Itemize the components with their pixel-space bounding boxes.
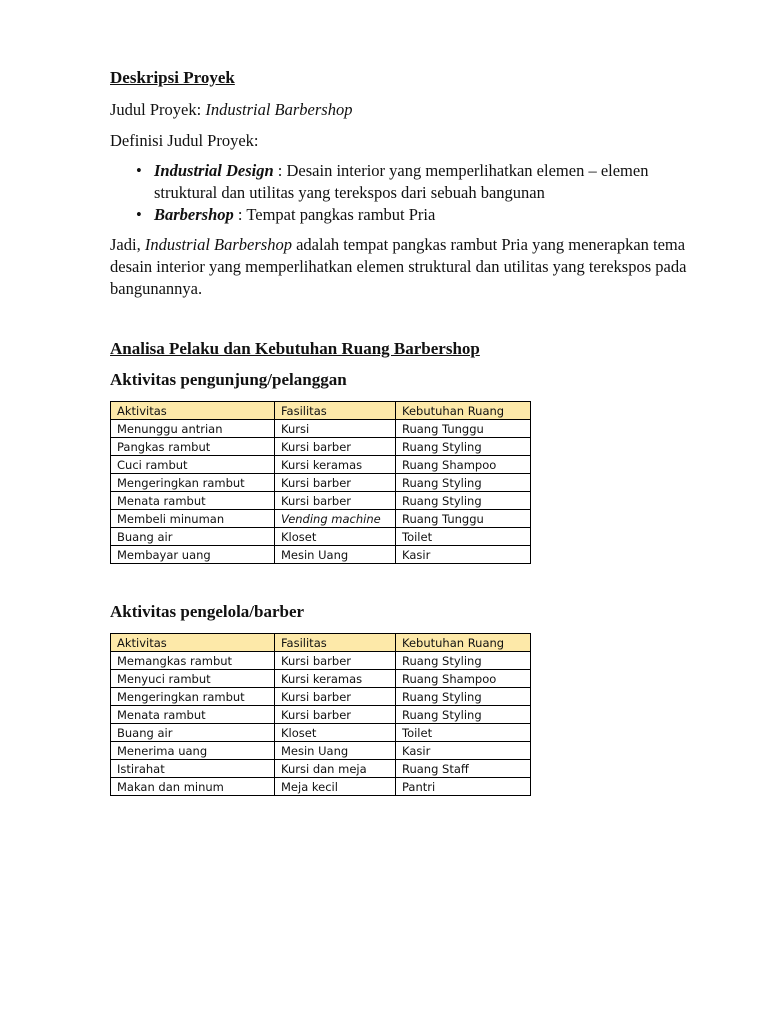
definition-term: Barbershop — [154, 205, 234, 224]
summary-text: adalah tempat pangkas rambut Pria yang menerapkan tema desain interior yang memperlihatkan elemen struktural dan utilitas yang terekspos pada bangunannya. — [110, 235, 687, 298]
definition-label: Definisi Judul Proyek: — [110, 131, 259, 150]
column-header: Fasilitas — [275, 634, 396, 652]
table-cell: Kursi barber — [275, 706, 396, 724]
table-cell: Menata rambut — [111, 492, 275, 510]
table-row — [111, 492, 531, 510]
table-cell: Kasir — [396, 546, 531, 564]
table-cell: Kloset — [275, 724, 396, 742]
table-cell: Meja kecil — [275, 778, 396, 796]
table-cell: Buang air — [111, 724, 275, 742]
definition-text-continued: struktural dan utilitas yang terekspos dari sebuah bangunan — [154, 183, 545, 202]
table-cell: Mesin Uang — [275, 546, 396, 564]
table-header-row — [111, 634, 531, 652]
table-cell: Kursi barber — [275, 438, 396, 456]
table-cell: Ruang Shampoo — [396, 670, 531, 688]
project-heading: Deskripsi Proyek — [110, 68, 235, 87]
table-row — [111, 546, 531, 564]
table-cell: Kasir — [396, 742, 531, 760]
summary-prefix: Jadi, — [110, 235, 145, 254]
table-cell: Kursi barber — [275, 652, 396, 670]
table-cell: Toilet — [396, 724, 531, 742]
table-cell: Kursi barber — [275, 688, 396, 706]
analysis-heading: Analisa Pelaku dan Kebutuhan Ruang Barbershop — [110, 339, 480, 358]
column-header: Kebutuhan Ruang — [396, 634, 531, 652]
barber-table-heading: Aktivitas pengelola/barber — [110, 602, 305, 621]
barber-activity-table — [110, 633, 531, 796]
table-row — [111, 760, 531, 778]
table-cell: Memangkas rambut — [111, 652, 275, 670]
table-row — [111, 706, 531, 724]
table-cell: Buang air — [111, 528, 275, 546]
definition-text: Desain interior yang memperlihatkan elemen – elemen — [286, 161, 649, 180]
table-cell: Ruang Shampoo — [396, 456, 531, 474]
table-cell: Istirahat — [111, 760, 275, 778]
table-cell: Ruang Styling — [396, 474, 531, 492]
table-cell: Kursi keramas — [275, 670, 396, 688]
table-cell: Membeli minuman — [111, 510, 275, 528]
table-cell: Ruang Tunggu — [396, 510, 531, 528]
table-cell: Kursi dan meja — [275, 760, 396, 778]
table-cell: Ruang Styling — [396, 438, 531, 456]
table-cell: Mengeringkan rambut — [111, 688, 275, 706]
column-header: Kebutuhan Ruang — [396, 402, 531, 420]
table-cell: Kursi — [275, 420, 396, 438]
table-header-row — [111, 402, 531, 420]
table-cell: Menata rambut — [111, 706, 275, 724]
bullet-icon: • — [136, 161, 142, 180]
definition-item — [110, 160, 720, 204]
visitor-table-heading: Aktivitas pengunjung/pelanggan — [110, 370, 347, 389]
table-cell: Membayar uang — [111, 546, 275, 564]
table-row — [111, 456, 531, 474]
table-row — [111, 670, 531, 688]
table-cell: Ruang Staff — [396, 760, 531, 778]
column-header: Fasilitas — [275, 402, 396, 420]
column-header: Aktivitas — [111, 634, 275, 652]
table-cell: Menunggu antrian — [111, 420, 275, 438]
table-row — [111, 652, 531, 670]
table-cell: Ruang Styling — [396, 706, 531, 724]
table-row — [111, 724, 531, 742]
summary-paragraph — [110, 234, 710, 300]
definition-term: Industrial Design — [154, 161, 274, 180]
table-cell: Ruang Tunggu — [396, 420, 531, 438]
definition-item — [110, 204, 720, 226]
table-row — [111, 474, 531, 492]
definition-separator: : — [273, 161, 287, 180]
table-cell: Kloset — [275, 528, 396, 546]
table-row — [111, 742, 531, 760]
table-cell: Ruang Styling — [396, 492, 531, 510]
definition-separator: : — [233, 205, 247, 224]
project-title-label: Judul Proyek: — [110, 100, 206, 119]
table-cell: Ruang Styling — [396, 688, 531, 706]
table-row — [111, 778, 531, 796]
table-cell: Mesin Uang — [275, 742, 396, 760]
definition-text: Tempat pangkas rambut Pria — [246, 205, 436, 224]
table-cell: Toilet — [396, 528, 531, 546]
table-row — [111, 688, 531, 706]
table-row — [111, 528, 531, 546]
project-title-line — [110, 99, 710, 121]
table-cell: Menerima uang — [111, 742, 275, 760]
table-row — [111, 420, 531, 438]
project-title-value: Industrial Barbershop — [205, 100, 353, 119]
table-cell: Menyuci rambut — [111, 670, 275, 688]
table-cell: Pantri — [396, 778, 531, 796]
column-header: Aktivitas — [111, 402, 275, 420]
table-cell: Pangkas rambut — [111, 438, 275, 456]
table-cell: Kursi barber — [275, 492, 396, 510]
table-row — [111, 438, 531, 456]
visitor-activity-table — [110, 401, 531, 564]
bullet-icon: • — [136, 205, 142, 224]
table-cell: Kursi barber — [275, 474, 396, 492]
table-cell: Ruang Styling — [396, 652, 531, 670]
summary-term: Industrial Barbershop — [144, 235, 292, 254]
table-cell: Mengeringkan rambut — [111, 474, 275, 492]
table-cell: Makan dan minum — [111, 778, 275, 796]
table-cell: Vending machine — [275, 510, 396, 528]
table-cell: Kursi keramas — [275, 456, 396, 474]
table-cell: Cuci rambut — [111, 456, 275, 474]
table-row — [111, 510, 531, 528]
definition-list — [110, 160, 720, 226]
